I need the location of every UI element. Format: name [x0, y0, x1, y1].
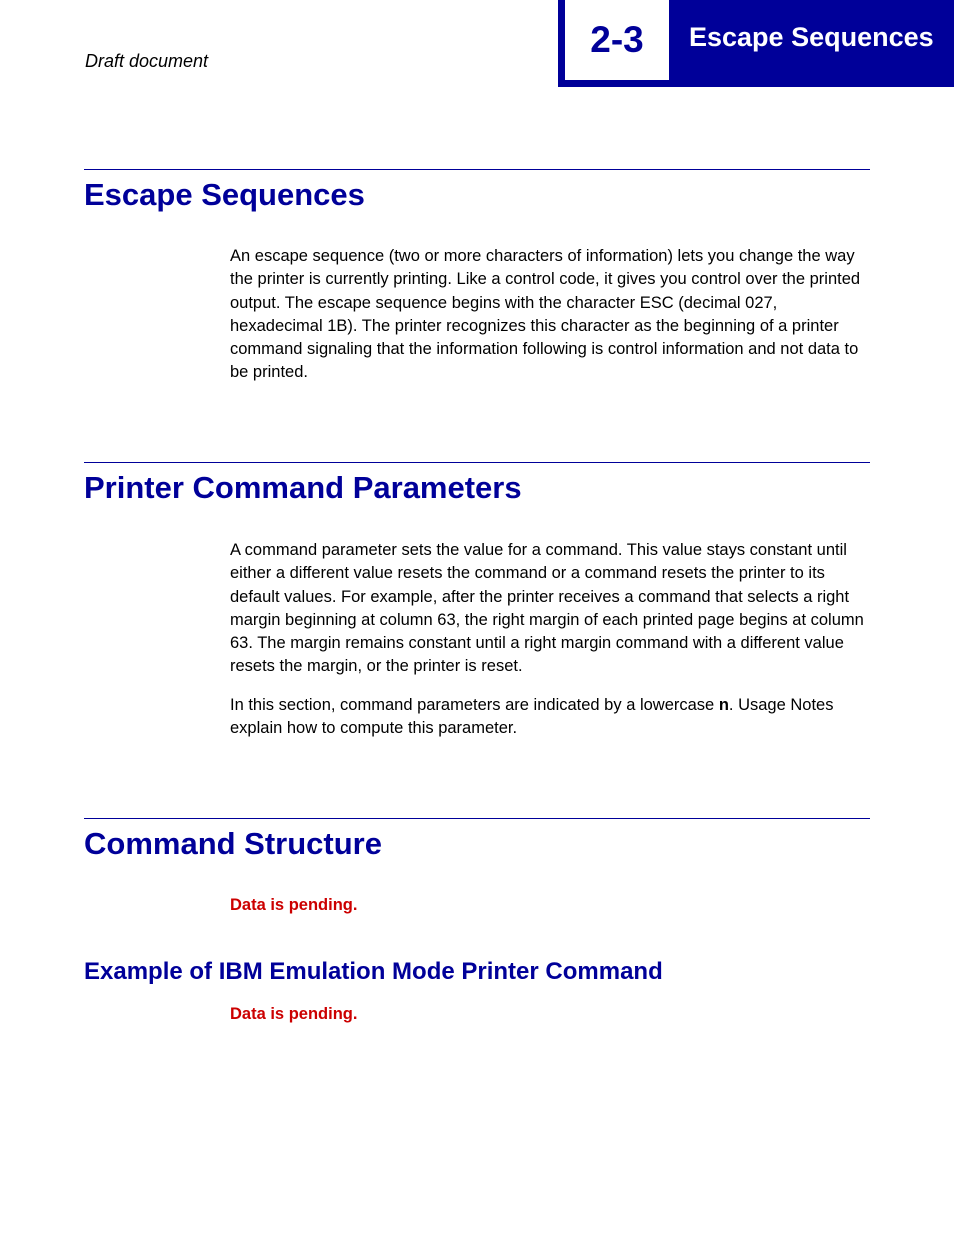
- section-command-structure: [84, 818, 870, 862]
- section-title-escape-sequences: Escape Sequences: [84, 177, 365, 212]
- ibm-example-pending-note: Data is pending.: [230, 1005, 358, 1023]
- section-divider: [84, 818, 870, 819]
- section-divider: [84, 169, 870, 170]
- section-title-printer-command-parameters: Printer Command Parameters: [84, 470, 522, 505]
- draft-label: Draft document: [85, 51, 209, 71]
- subsection-title-ibm-example: Example of IBM Emulation Mode Printer Command: [84, 958, 663, 985]
- parameter-n: n: [718, 696, 729, 714]
- section-divider: [84, 462, 870, 463]
- parameters-paragraph-2-pre: In this section, command parameters are indicated by a lowercase: [230, 696, 719, 714]
- parameters-paragraph-2-post: . Usage Notes explain how to compute this parameter.: [230, 696, 834, 738]
- section-escape-sequences: [84, 169, 870, 213]
- command-structure-pending-note: Data is pending.: [230, 896, 358, 914]
- escape-sequences-paragraph: An escape sequence (two or more characters of information) lets you change the way the printer is currently printing. Like a control code, it gives you control over the printed output. The escape sequence begins with the character ESC (decimal 027, hexadecimal 1B). The printer recognizes this character as the beginning of a printer command signaling that the information following is control information and not data to be printed.: [230, 247, 861, 382]
- parameters-paragraph-2: [230, 694, 870, 741]
- section-title-command-structure: Command Structure: [84, 826, 382, 861]
- page-number: 2-3: [565, 0, 669, 80]
- chapter-title: Escape Sequences: [689, 22, 934, 52]
- parameters-paragraph-1: A command parameter sets the value for a command. This value stays constant until either a different value resets the command or a command resets the printer to its default values. For example, after the printer receives a command that selects a right margin beginning at column 63, the right margin of each printed page begins at column 63. The margin remains constant until a right margin command with a different value resets the margin, or the printer is reset.: [230, 541, 864, 676]
- section-printer-command-parameters: [84, 462, 870, 506]
